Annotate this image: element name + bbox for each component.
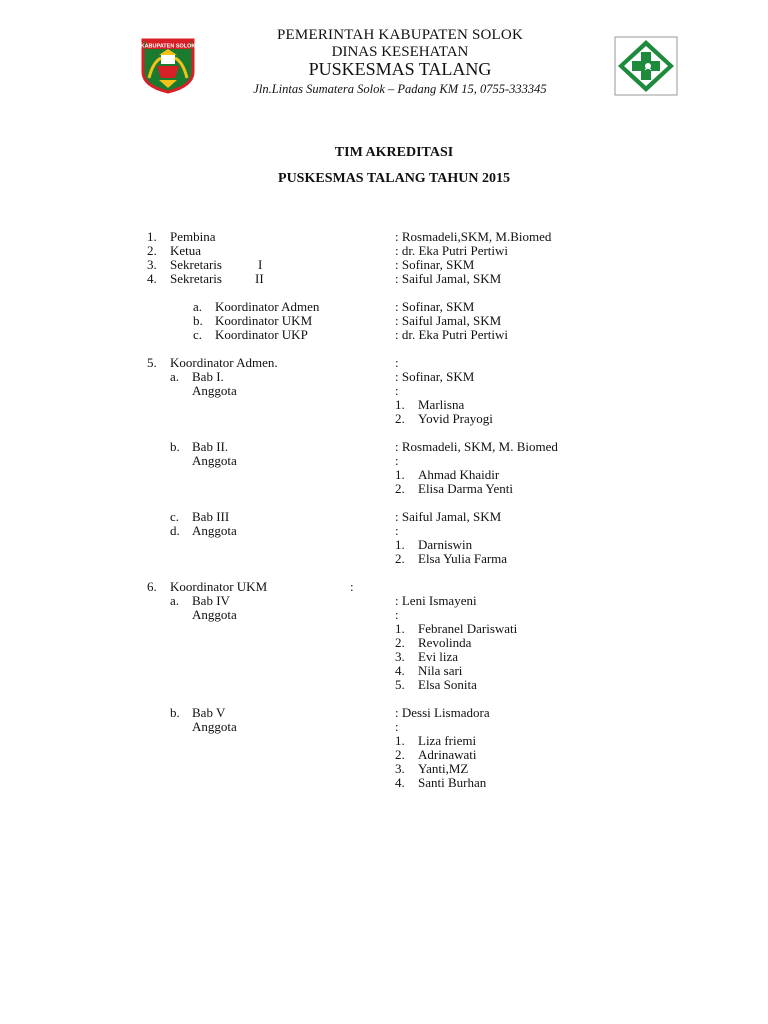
member-name: Febranel Dariswati [418,621,518,636]
list-value: : [395,719,399,734]
list-letter: a. [170,369,180,384]
list-number: 1. [147,229,157,244]
list-label-roman: II [255,271,264,286]
list-value: : [395,453,399,468]
list-label: Sekretaris [170,257,222,272]
list-value: : [395,607,399,622]
list-label: Pembina [170,229,216,244]
list-value: : Saiful Jamal, SKM [395,509,502,524]
member-number: 1. [395,537,405,552]
list-label: Bab IV [192,593,230,608]
list-value: : Sofinar, SKM [395,369,475,384]
puskesmas-logo-icon [614,36,678,96]
list-value: : Leni Ismayeni [395,593,477,608]
list-value: : Rosmadeli, SKM, M. Biomed [395,439,558,454]
member-number: 1. [395,733,405,748]
list-letter: a. [193,299,203,314]
list-value: : Sofinar, SKM [395,299,475,314]
list-value: : Sofinar, SKM [395,257,475,272]
list-label: Koordinator UKP [215,327,308,342]
list-value: : [395,523,399,538]
member-name: Yovid Prayogi [418,411,493,426]
emblem-banner-text: KABUPATEN SOLOK [140,43,196,50]
member-number: 4. [395,775,405,790]
list-letter: c. [193,327,203,342]
list-value: : [395,383,399,398]
letterhead-address: Jln.Lintas Sumatera Solok – Padang KM 15, 0755-333345 [253,82,547,96]
list-label: Anggota [192,719,237,734]
list-label: Koordinator Admen [215,299,320,314]
member-number: 2. [395,747,405,762]
member-number: 2. [395,411,405,426]
member-name: Marlisna [418,397,465,412]
member-name: Revolinda [418,635,472,650]
member-number: 2. [395,551,405,566]
list-label-roman: I [258,257,263,272]
list-label: Koordinator UKM [215,313,313,328]
list-label: Anggota [192,453,237,468]
list-value: : Dessi Lismadora [395,705,490,720]
list-number: 5. [147,355,157,370]
member-number: 2. [395,481,405,496]
member-number: 1. [395,467,405,482]
list-label: Anggota [192,523,237,538]
member-name: Elisa Darma Yenti [418,481,513,496]
member-number: 1. [395,621,405,636]
member-number: 1. [395,397,405,412]
member-number: 4. [395,663,405,678]
letterhead-line-1: PEMERINTAH KABUPATEN SOLOK [277,27,523,43]
list-label: Koordinator UKM [170,579,268,594]
list-value: : Saiful Jamal, SKM [395,271,502,286]
list-number: 2. [147,243,157,258]
list-number: 3. [147,257,157,272]
list-value: : dr. Eka Putri Pertiwi [395,327,509,342]
list-label: Anggota [192,383,237,398]
list-letter: c. [170,509,180,524]
member-name: Nila sari [418,663,463,678]
list-value: : dr. Eka Putri Pertiwi [395,243,509,258]
list-label: Bab II. [192,439,229,454]
list-label: Ketua [170,243,202,258]
list-letter: b. [193,313,203,328]
member-name: Elsa Yulia Farma [418,551,508,566]
member-number: 3. [395,761,405,776]
list-number: 4. [147,271,157,286]
list-value: : Saiful Jamal, SKM [395,313,502,328]
member-name: Liza friemi [418,733,477,748]
list-label: Bab I. [192,369,224,384]
list-letter: b. [170,439,180,454]
list-letter: b. [170,705,180,720]
member-name: Yanti,MZ [418,761,469,776]
member-number: 3. [395,649,405,664]
member-number: 5. [395,677,405,692]
member-number: 2. [395,635,405,650]
list-label: Bab III [192,509,230,524]
list-value: : [395,355,399,370]
list-label: Sekretaris [170,271,222,286]
member-name: Darniswin [418,537,473,552]
list-value: : Rosmadeli,SKM, M.Biomed [395,229,552,244]
list-label: Koordinator Admen. [170,355,278,370]
member-name: Santi Burhan [418,775,487,790]
member-name: Elsa Sonita [418,677,477,692]
list-value: : [350,579,354,594]
list-number: 6. [147,579,157,594]
list-label: Anggota [192,607,237,622]
member-name: Evi liza [418,649,459,664]
list-letter: a. [170,593,180,608]
letterhead-line-2: DINAS KESEHATAN [331,44,469,60]
document-title: TIM AKREDITASI [334,145,454,160]
member-name: Ahmad Khaidir [418,467,500,482]
member-name: Adrinawati [418,747,477,762]
list-letter: d. [170,523,180,538]
letterhead-line-3: PUSKESMAS TALANG [308,59,492,79]
document-subtitle: PUSKESMAS TALANG TAHUN 2015 [278,171,510,186]
list-label: Bab V [192,705,226,720]
